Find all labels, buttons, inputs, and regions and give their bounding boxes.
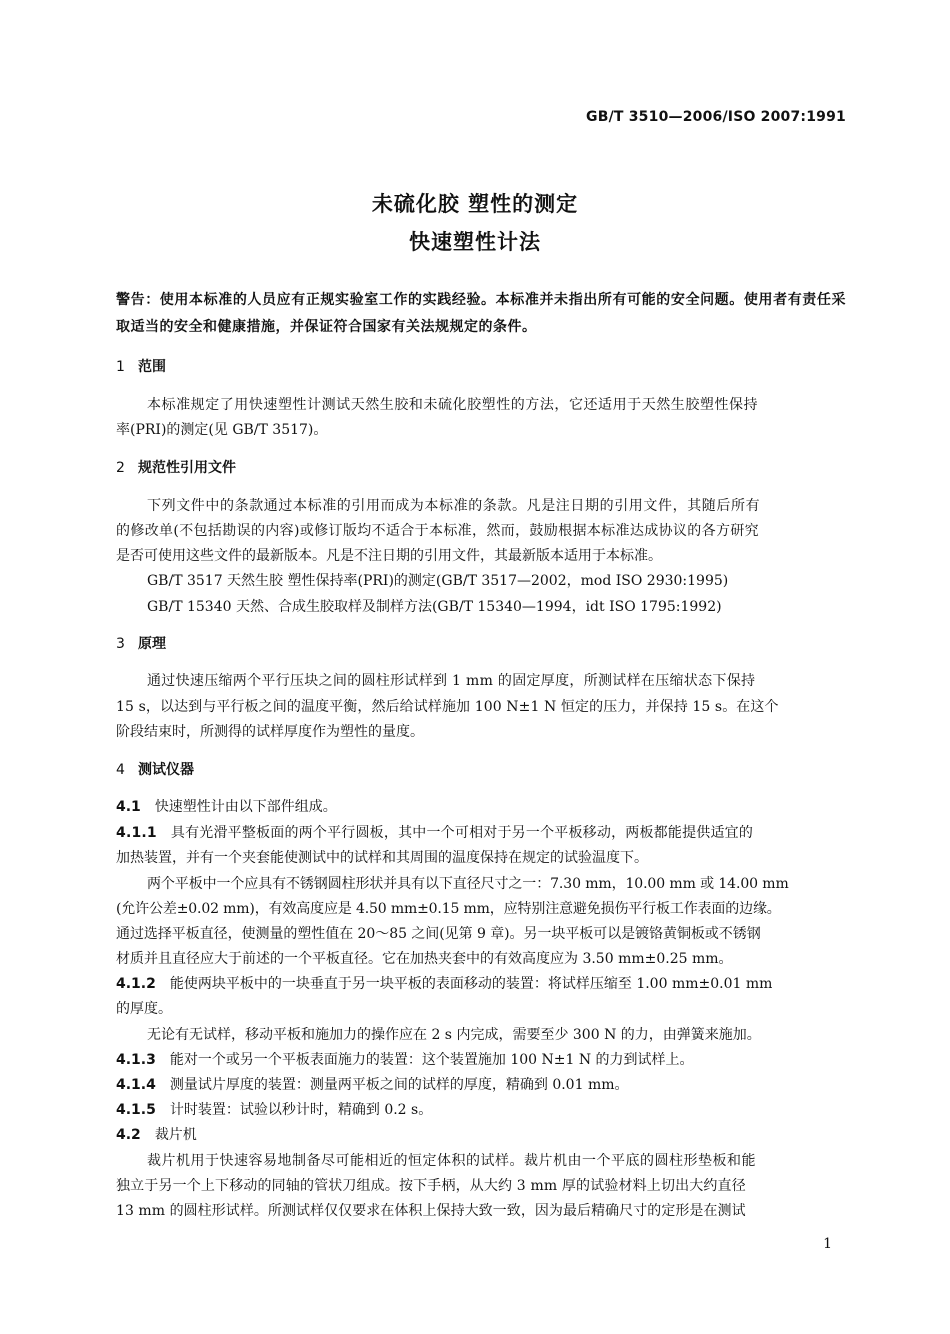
section-title: 规范性引用文件 [138,460,236,476]
section-number: 2 [116,460,125,476]
subsection-number: 4.1 [116,799,141,815]
document-title: 未硫化胶 塑性的测定 [371,192,579,216]
section-number: 3 [116,636,125,652]
section-number: 4 [116,762,125,778]
subsection-number: 4.1.2 [116,976,156,992]
section-1-heading [116,356,166,376]
document-subtitle: 快速塑性计法 [409,230,541,254]
paragraph-line: 本标准规定了用快速塑性计测试天然生胶和未硫化胶塑性的方法，它还适用于天然生胶塑性保持 [147,397,759,413]
subsection-text: 测量试片厚度的装置：测量两平板之间的试样的厚度，精确到 0.01 mm。 [169,1077,629,1093]
subsection-number: 4.1.4 [116,1077,156,1093]
subsection-4-1-4 [116,1074,629,1094]
subsection-number: 4.1.3 [116,1052,156,1068]
subsection-4-1-2 [116,973,772,993]
subsection-4-2 [116,1124,197,1144]
subsection-text: 具有光滑平整板面的两个平行圆板，其中一个可相对于另一个平板移动，两板都能提供适宜的 [170,825,754,841]
paragraph-line: 阶段结束时，所测得的试样厚度作为塑性的量度。 [116,724,424,740]
subsection-number: 4.1.1 [116,825,157,841]
section-4-heading [116,759,194,779]
paragraph-line: 材质并且直径应大于前述的一个平板直径。它在加热夹套中的有效高度应为 3.50 mm±0.25 mm。 [116,951,733,967]
warning-text: 警告：使用本标准的人员应有正规实验室工作的实践经验。本标准并未指出所有可能的安全问题。使用者有责任采取适当的安全和健康措施，并保证符合国家有关法规规定的条件。 [116,292,846,335]
subsection-4-1-1 [116,822,753,842]
subsection-4-1 [116,796,337,816]
paragraph-line: 是否可使用这些文件的最新版本。凡是不注日期的引用文件，其最新版本适用于本标准。 [116,548,662,564]
section-title: 范围 [138,359,166,375]
subsection-number: 4.1.5 [116,1102,156,1118]
page-number: 1 [823,1236,832,1252]
subsection-text: 裁片机 [154,1127,197,1143]
section-title: 测试仪器 [138,762,194,778]
standard-code: GB/T 3510—2006/ISO 2007:1991 [586,109,846,125]
paragraph-line: 13 mm 的圆柱形试样。所测试样仅仅要求在体积上保持大致一致，因为最后精确尺寸的定形是在测试 [116,1203,746,1219]
section-2-heading [116,457,236,477]
section-title: 原理 [138,636,166,652]
paragraph-line: 15 s，以达到与平行板之间的温度平衡，然后给试样施加 100 N±1 N 恒定的压力，并保持 15 s。在这个 [116,699,779,715]
paragraph-line: 两个平板中一个应具有不锈钢圆柱形状并具有以下直径尺寸之一：7.30 mm，10.00 mm 或 14.00 mm [147,876,789,892]
subsection-text: 计时装置：试验以秒计时，精确到 0.2 s。 [169,1102,433,1118]
subsection-4-1-5 [116,1099,432,1119]
paragraph-line: 下列文件中的条款通过本标准的引用而成为本标准的条款。凡是注日期的引用文件，其随后所有 [147,498,761,514]
paragraph-line: 的厚度。 [116,1001,172,1017]
section-number: 1 [116,359,125,375]
paragraph-line: 加热装置，并有一个夹套能使测试中的试样和其周围的温度保持在规定的试验温度下。 [116,850,648,866]
paragraph-line: 通过快速压缩两个平行压块之间的圆柱形试样到 1 mm 的固定厚度，所测试样在压缩状态下保持 [147,673,756,689]
subsection-text: 快速塑性计由以下部件组成。 [154,799,337,815]
paragraph-line: 裁片机用于快速容易地制备尽可能相近的恒定体积的试样。裁片机由一个平底的圆柱形垫板和能 [147,1153,756,1169]
subsection-text: 能使两块平板中的一块垂直于另一块平板的表面移动的装置：将试样压缩至 1.00 mm±0.01 mm [169,976,773,992]
paragraph-line: 无论有无试样，移动平板和施加力的操作应在 2 s 内完成，需要至少 300 N 的力，由弹簧来施加。 [147,1027,761,1043]
paragraph-line: (允许公差±0.02 mm)，有效高度应是 4.50 mm±0.15 mm，应特别注意避免损伤平行板工作表面的边缘。 [116,901,781,917]
reference-item: GB/T 3517 天然生胶 塑性保持率(PRI)的测定(GB/T 3517—2002，mod ISO 2930:1995) [147,573,729,589]
subsection-text: 能对一个或另一个平板表面施力的装置：这个装置施加 100 N±1 N 的力到试样上。 [169,1052,694,1068]
section-3-heading [116,633,166,653]
paragraph-line: 率(PRI)的测定(见 GB/T 3517)。 [116,422,328,438]
paragraph-line: 通过选择平板直径，使测量的塑性值在 20～85 之间(见第 9 章)。另一块平板可以是镀铬黄铜板或不锈钢 [116,926,761,942]
paragraph-line: 独立于另一个上下移动的同轴的管状刀组成。按下手柄，从大约 3 mm 厚的试验材料上切出大约直径 [116,1178,746,1194]
paragraph-line: 的修改单(不包括勘误的内容)或修订版均不适合于本标准，然而，鼓励根据本标准达成协议的各方研究 [116,523,760,539]
reference-item: GB/T 15340 天然、合成生胶取样及制样方法(GB/T 15340—1994，idt ISO 1795:1992) [147,599,722,615]
subsection-number: 4.2 [116,1127,141,1143]
subsection-4-1-3 [116,1049,694,1069]
